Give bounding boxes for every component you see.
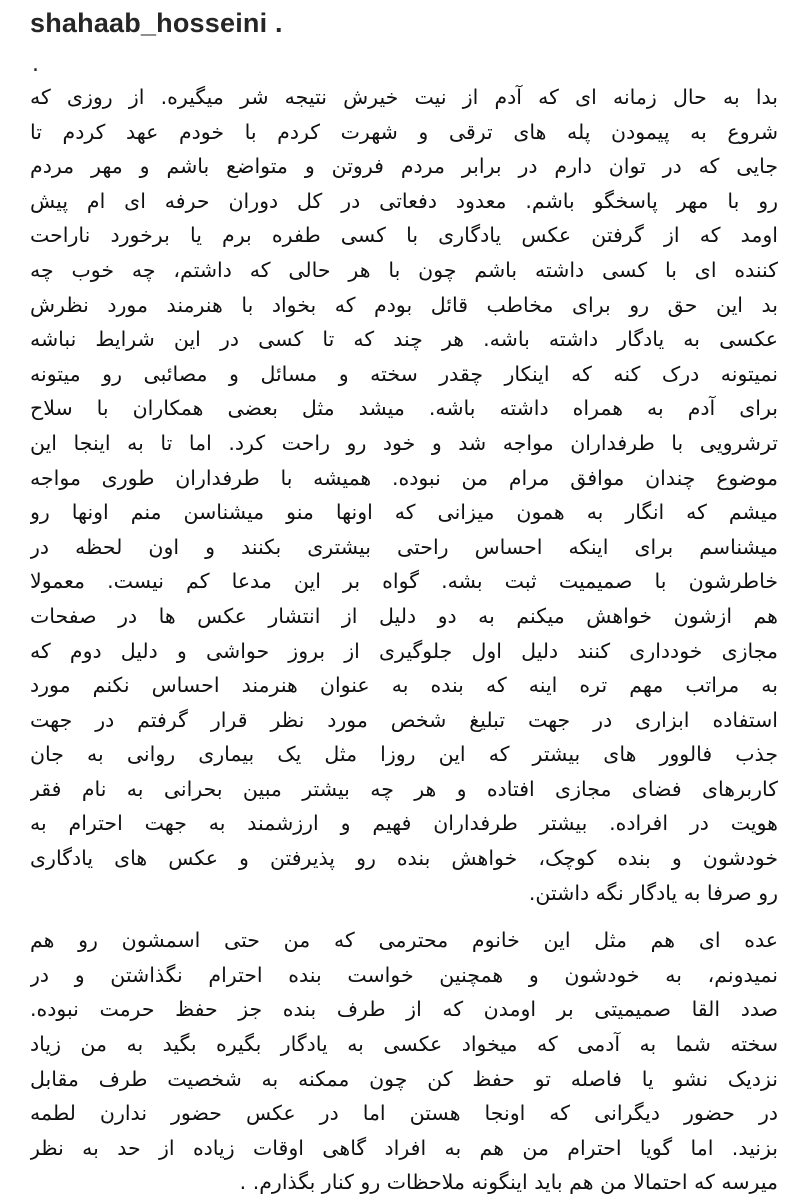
caption-line: بدا به حال زمانه ای که آدم از نیت خیرش نتیجه شر میگیره. از روزی که [30,85,778,109]
caption-line: کننده ای با کسی داشته باشم چون با هر حالی که داشتم، چه خوب چه [30,257,778,282]
caption-line: هم ازشون خواهش میکنم به دو دلیل از انتشار عکس ها در صفحات [30,603,778,628]
caption-paragraph-1 [30,80,778,910]
caption-separator: . [32,52,39,77]
caption-line: به مراتب مهم تره اینه که بنده به عنوان هنرمند احساس نکنم مورد [30,673,778,698]
caption-line: خودشون و بنده کوچک، خواهش بنده رو پذیرفتن و عکس های یادگاری [30,846,778,871]
caption-line: اومد که از گرفتن عکس یادگاری با کسی طفره برم یا برخورد ناراحت [30,223,778,248]
caption-line: رو صرفا به یادگار نگه داشتن. [528,880,778,905]
paragraph-gap [30,910,778,923]
caption-line: میشناسم برای اینکه احساس راحتی بیشتری بکنند و اون لحظه در [30,534,778,559]
post-caption [30,80,778,1200]
caption-line: هویت در افراده. بیشتر طرفداران فهیم و ارزشمند به جهت احترام به [30,811,778,836]
caption-line: مجازی خودداری کنند دلیل اول جلوگیری از بروز حواشی و دلیل دوم که [30,638,778,663]
caption-line: رو با مهر پاسخگو باشم. معدود دفعاتی در کل دوران حرفه ای ام پیش [30,188,778,213]
caption-line: صدد القا صمیمیتی بر اومدن که از طرف بنده جز حفظ حرمت نبوده. [30,997,778,1022]
caption-line: جایی که در توان دارم در برابر مردم فروتن و متواضع باشم و مهر مردم [30,154,778,179]
caption-line: نمیتونه درک کنه که اینکار چقدر سخته و مسائل و مصائبی رو میتونه [30,361,778,386]
caption-line: بد این حق رو برای مخاطب قائل بودم که بخواد با هنرمند مورد نظرش [30,292,778,317]
caption-line: عده ای هم مثل این خانوم محترمی که من حتی اسمشون رو هم [30,928,778,953]
caption-line: در حضور دیگرانی که اونجا هستن اما در عکس حضور ندارن لطمه [30,1101,778,1126]
caption-line: کاربرهای فضای مجازی افتاده و هر چه بیشتر مبین بحرانی به نام فقر [30,776,778,801]
caption-line: عکسی به یادگار داشته باشه. هر چند که تا کسی در این شرایط نباشه [30,327,778,352]
caption-line: جذب فالوور های بیشتر که این روزا مثل یک بیماری روانی به جان [30,742,778,767]
caption-line: برای آدم به همراه داشته باشه. میشد مثل بعضی همکاران با سلاح [30,396,778,421]
caption-line: نزدیک نشو یا فاصله تو حفظ کن چون ممکنه به شخصیت طرف مقابل [30,1066,778,1091]
caption-line: بزنید. اما گویا احترام من هم به افراد گاهی اوقات زیاده از حد به نظر [30,1135,778,1160]
caption-line: نمیدونم، به خودشون و همچنین خواست بنده احترام نگذاشتن و در [30,962,778,987]
caption-line: میرسه که احتمالا من هم باید اینگونه ملاحظات رو کنار بگذارم. . [239,1170,778,1195]
caption-line: ترشرویی با طرفداران مواجه شد و خود رو راحت کرد. اما تا به اینجا این [30,430,778,455]
caption-line: میشم که انگار به همون میزانی که اونها منو میشناسن منم اونها رو [30,500,778,525]
caption-line: سخته شما به آدمی که میخواد عکسی به یادگار بگیره بگید به من زیاد [30,1032,778,1057]
caption-line: خاطرشون با صمیمیت ثبت بشه. گواه بر این مدعا کم نیست. معمولا [30,569,778,594]
caption-line: موضوع چندان موافق مرام من نبوده. همیشه با طرفداران طوری مواجه [30,465,778,490]
caption-paragraph-2 [30,923,778,1200]
caption-line: شروع به پیمودن پله های ترقی و شهرت کردم با خودم عهد کردم تا [30,119,778,144]
username[interactable]: shahaab_hosseini . [30,8,283,38]
caption-line: استفاده ابزاری در جهت تبلیغ شخص مورد نظر قرار گرفتم در جهت [30,707,778,732]
